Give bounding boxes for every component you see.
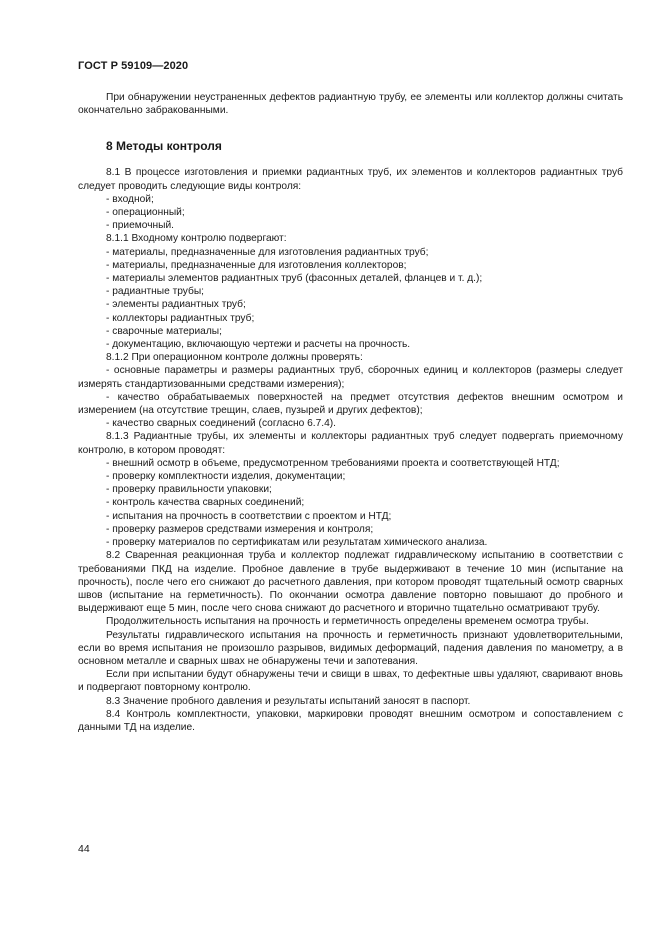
list-item: - проверку правильности упаковки; [106, 484, 272, 496]
paragraph: 8.1.2 При операционном контроле должны проверять: [106, 352, 363, 364]
paragraph: - качество обрабатываемых поверхностей на предмет отсутствия дефектов внешним осмотром и измерением (на отсутствие трещин, слаев, пузырей и других дефектов); [78, 391, 623, 417]
list-item: - элементы радиантных труб; [106, 299, 246, 311]
paragraph: Результаты гидравлического испытания на прочность и герметичность признают удовлетворительными, если во время испытания не произошло разрывов, видимых деформаций, падения давления по манометру, а в основном металле и сварных швах не обнаружены течи и запотевания. [78, 629, 623, 667]
paragraph: 8.1.1 Входному контролю подвергают: [106, 233, 287, 245]
list-item: - проверку размеров средствами измерения и контроля; [106, 523, 374, 535]
list-item: - операционный; [106, 207, 185, 219]
intro-paragraph: При обнаружении неустраненных дефектов радиантную трубу, ее элементы или коллектор должны считать окончательно забракованными. [78, 92, 623, 117]
list-item: - проверку комплектности изделия, документации; [106, 471, 346, 483]
paragraph: 8.2 Сваренная реакционная труба и коллектор подлежат гидравлическому испытанию в соответствии с требованиями ПКД на изделие. Пробное давление в трубе выдерживают в течение 10 мин (испытание на прочность), после чего его снижают до расчетного давления, при котором проводят тщательный осмотр сварных швов (испытание на герметичность). По окончании осмотра давление повторно повышают до пробного и выдерживают еще 5 мин, после чего снова снижают до расчетного и вторично тщательно осматривают трубу. [78, 550, 623, 615]
list-item: - материалы, предназначенные для изготовления коллекторов; [106, 259, 407, 271]
paragraph: Если при испытании будут обнаружены течи и свищи в швах, то дефектные швы удаляют, сваривают вновь и подвергают повторному контролю. [78, 669, 623, 694]
paragraph: 8.4 Контроль комплектности, упаковки, маркировки проводят внешним осмотром и сопоставлением с данными ТД на изделие. [78, 708, 623, 733]
list-item: - качество сварных соединений (согласно 6.7.4). [106, 418, 337, 430]
list-item: - документацию, включающую чертежи и расчеты на прочность. [106, 339, 411, 351]
list-item: - внешний осмотр в объеме, предусмотренном требованиями проекта и соответствующей НТД; [106, 457, 560, 469]
list-item: - контроль качества сварных соединений; [106, 497, 305, 509]
list-item: - материалы элементов радиантных труб (фасонных деталей, фланцев и т. д.); [106, 273, 483, 285]
section-heading: 8 Методы контроля [106, 139, 222, 154]
list-item: - входной; [106, 193, 154, 205]
list-item: - сварочные материалы; [106, 325, 222, 337]
section-body [78, 166, 623, 734]
paragraph: 8.1 В процессе изготовления и приемки радиантных труб, их элементов и коллекторов радиантных труб следует проводить следующие виды контроля: [78, 167, 623, 192]
list-item: - проверку материалов по сертификатам или результатам химического анализа. [106, 537, 488, 549]
paragraph: Продолжительность испытания на прочность и герметичность определены временем осмотра трубы. [106, 616, 589, 628]
paragraph: 8.1.3 Радиантные трубы, их элементы и коллекторы радиантных труб следует подвергать приемочному контролю, в котором проводят: [78, 431, 623, 456]
list-item: - приемочный. [106, 220, 174, 232]
page-content [78, 91, 623, 734]
list-item: - коллекторы радиантных труб; [106, 312, 255, 324]
page-number: 44 [78, 843, 90, 855]
document-header: ГОСТ Р 59109—2020 [78, 60, 189, 72]
paragraph: - основные параметры и размеры радиантных труб, сборочных единиц и коллекторов (размеры следует измерять стандартизованными средствами измерения); [78, 365, 623, 390]
list-item: - материалы, предназначенные для изготовления радиантных труб; [106, 246, 429, 258]
list-item: - испытания на прочность в соответствии с проектом и НТД; [106, 510, 392, 522]
paragraph: 8.3 Значение пробного давления и результаты испытаний заносят в паспорт. [106, 695, 471, 707]
list-item: - радиантные трубы; [106, 286, 205, 298]
